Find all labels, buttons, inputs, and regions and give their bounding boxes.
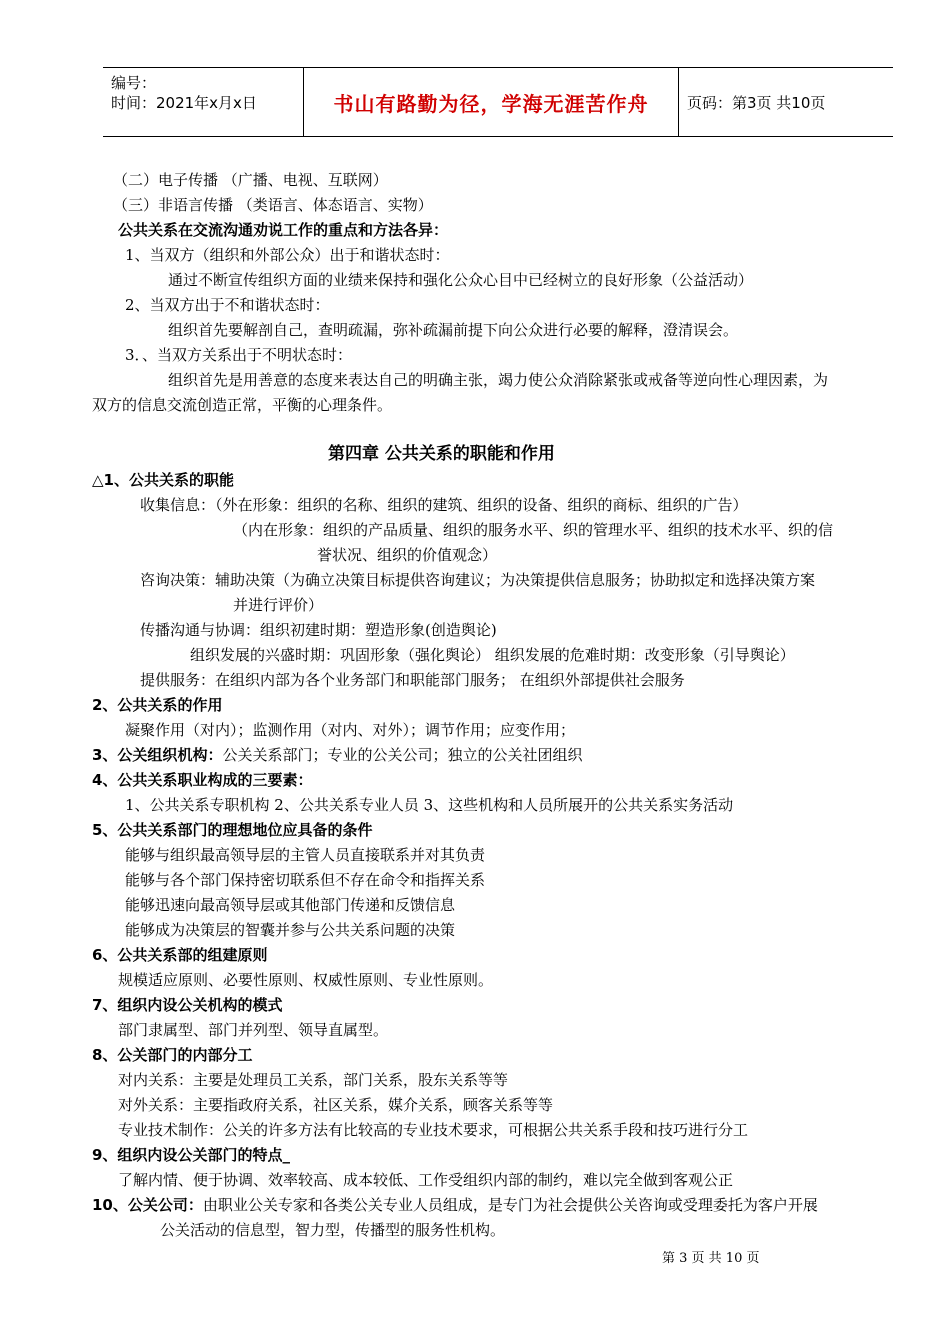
text-line: 咨询决策：辅助决策（为确立决策目标提供咨询建议；为决策提供信息服务；协助拟定和选择决策方案 bbox=[140, 571, 816, 589]
text-line: （内在形象：组织的产品质量、组织的服务水平、织的管理水平、组织的技术水平、织的信 bbox=[233, 521, 834, 539]
chapter-title: 第四章 公共关系的职能和作用 bbox=[328, 444, 555, 464]
text-line: 组织首先是用善意的态度来表达自己的明确主张，竭力使公众消除紧张或戒备等逆向性心理因素，为 bbox=[168, 371, 829, 389]
page-number-label: 页码：第3页 共10页 bbox=[687, 93, 826, 112]
header-motto bbox=[303, 68, 679, 136]
text-line: 组织首先要解剖自己，查明疏漏，弥补疏漏前提下向公众进行必要的解释，澄清误会。 bbox=[168, 321, 739, 339]
section-heading: △1、公共关系的职能 bbox=[92, 471, 234, 489]
text-line: 能够与组织最高领导层的主管人员直接联系并对其负责 bbox=[125, 846, 486, 864]
page-header bbox=[103, 67, 893, 137]
text-line: 规模适应原则、必要性原则、权威性原则、专业性原则。 bbox=[118, 971, 494, 989]
text-line: 提供服务：在组织内部为各个业务部门和职能部门服务； 在组织外部提供社会服务 bbox=[140, 671, 685, 689]
text-line: 通过不断宣传组织方面的业绩来保持和强化公众心目中已经树立的良好形象（公益活动） bbox=[168, 271, 754, 289]
text-line: 了解内情、便于协调、效率较高、成本较低、工作受组织内部的制约，难以完全做到客观公正 bbox=[118, 1171, 734, 1189]
text-line: 能够与各个部门保持密切联系但不存在命令和指挥关系 bbox=[125, 871, 486, 889]
text-line: （二）电子传播 （广播、电视、互联网） bbox=[113, 171, 388, 189]
section-heading: 5、公共关系部门的理想地位应具备的条件 bbox=[92, 821, 373, 839]
section-heading: 3、公关组织机构： bbox=[92, 746, 223, 764]
text-line: 组织发展的兴盛时期：巩固形象（强化舆论） 组织发展的危难时期：改变形象（引导舆论） bbox=[190, 646, 795, 664]
text-line: 专业技术制作：公关的许多方法有比较高的专业技术要求，可根据公共关系手段和技巧进行分工 bbox=[118, 1121, 749, 1139]
text-line: 凝聚作用（对内）；监测作用（对内、对外）；调节作用；应变作用； bbox=[125, 721, 576, 739]
text-line: 部门隶属型、部门并列型、领导直属型。 bbox=[118, 1021, 389, 1039]
text-line: 双方的信息交流创造正常，平衡的心理条件。 bbox=[92, 396, 393, 414]
text-line: 能够成为决策层的智囊并参与公共关系问题的决策 bbox=[125, 921, 456, 939]
section-heading: 4、公共关系职业构成的三要素： bbox=[92, 771, 313, 789]
text-line: 传播沟通与协调：组织初建时期：塑造形象(创造舆论) bbox=[140, 621, 497, 639]
text-line: 1、当双方（组织和外部公众）出于和谐状态时： bbox=[125, 246, 450, 264]
motto-text: 书山有路勤为径，学海无涯苦作舟 bbox=[333, 91, 649, 116]
text-line: 公关活动的信息型，智力型，传播型的服务性机构。 bbox=[160, 1221, 506, 1239]
number-label: 编号： bbox=[111, 74, 157, 92]
text-line: 3．、当双方关系出于不明状态时： bbox=[125, 346, 353, 364]
text-span: 公关关系部门；专业的公关公司；独立的公关社团组织 bbox=[222, 746, 583, 764]
section-heading: 2、公共关系的作用 bbox=[92, 696, 223, 714]
time-label: 时间：2021年x月x日 bbox=[111, 94, 257, 112]
section-heading: 8、公关部门的内部分工 bbox=[92, 1046, 253, 1064]
text-line: 对内关系：主要是处理员工关系，部门关系，股东关系等等 bbox=[118, 1071, 509, 1089]
header-meta bbox=[103, 68, 303, 136]
section-heading: 10、公关公司： bbox=[92, 1196, 203, 1214]
text-line: 誉状况、组织的价值观念） bbox=[317, 546, 498, 564]
text-line: 能够迅速向最高领导层或其他部门传递和反馈信息 bbox=[125, 896, 456, 914]
section-heading: 6、公共关系部的组建原则 bbox=[92, 946, 268, 964]
section-heading: 7、组织内设公关机构的模式 bbox=[92, 996, 283, 1014]
text-line: 并进行评价） bbox=[233, 596, 324, 614]
text-line: 对外关系：主要指政府关系，社区关系，媒介关系，顾客关系等等 bbox=[118, 1096, 554, 1114]
section-heading: 公共关系在交流沟通劝说工作的重点和方法各异： bbox=[118, 221, 449, 239]
text-span: 由职业公关专家和各类公关专业人员组成，是专门为社会提供公关咨询或受理委托为客户开展 bbox=[202, 1196, 818, 1214]
text-line: 1、公共关系专职机构 2、公共关系专业人员 3、这些机构和人员所展开的公共关系实务活动 bbox=[125, 796, 734, 814]
text-line bbox=[92, 1195, 818, 1215]
page-footer: 第 3 页 共 10 页 bbox=[662, 1251, 760, 1266]
text-line: 收集信息：（外在形象：组织的名称、组织的建筑、组织的设备、组织的商标、组织的广告） bbox=[140, 496, 748, 514]
text-line bbox=[92, 745, 582, 765]
text-line: 2、当双方出于不和谐状态时： bbox=[125, 296, 330, 314]
section-heading: 9、组织内设公关部门的特点_ bbox=[92, 1146, 290, 1164]
text-line: （三）非语言传播 （类语言、体态语言、实物） bbox=[113, 196, 433, 214]
